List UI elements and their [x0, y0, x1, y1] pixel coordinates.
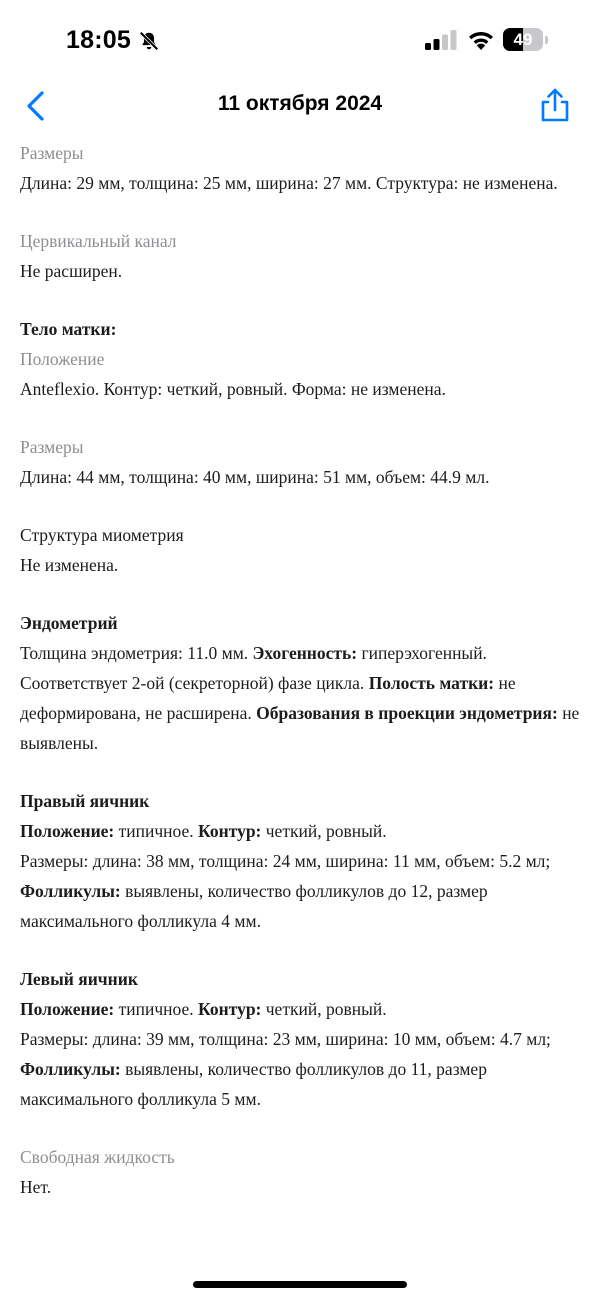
report-content [20, 138, 580, 1202]
myometrium-value: Не изменена. [20, 555, 119, 575]
page-title: 11 октября 2024 [217, 92, 383, 115]
battery-icon [503, 28, 549, 52]
right-ovary-contour-value: четкий, ровный. [265, 821, 387, 841]
status-time: 18:05 [66, 26, 131, 54]
left-ovary-heading: Левый яичник [20, 969, 138, 989]
endometrium-thickness: Толщина эндометрия: 11.0 мм. [20, 643, 249, 663]
cervix-sizes-label: Размеры [20, 143, 84, 163]
right-ovary-follicles-label: Фолликулы: [20, 881, 121, 901]
bell-slash-icon [138, 30, 160, 52]
left-ovary-contour-value: четкий, ровный. [265, 999, 387, 1019]
uterine-cavity-value: не деформирована, не расширена. [20, 673, 516, 723]
left-ovary-follicles-value: выявлены, количество фолликулов до 11, размер максимального фолликула 5 мм. [20, 1059, 487, 1109]
formations-label: Образования в проекции эндометрия: [256, 703, 558, 723]
right-ovary-heading: Правый яичник [20, 791, 150, 811]
endometrium-heading: Эндометрий [20, 613, 118, 633]
formations-value: не выявлены. [20, 703, 580, 753]
home-indicator[interactable] [193, 1281, 407, 1288]
free-fluid-label: Свободная жидкость [20, 1147, 175, 1167]
status-bar [0, 0, 600, 80]
cervical-canal-value: Не расширен. [20, 261, 123, 281]
left-ovary-details [20, 1024, 580, 1114]
share-icon[interactable] [540, 88, 570, 122]
right-ovary-position-value: типичное. [118, 821, 194, 841]
right-ovary-follicles-value: выявлены, количество фолликулов до 12, размер максимального фолликула 4 мм. [20, 881, 488, 931]
left-ovary-position-value: типичное. [118, 999, 194, 1019]
cervix-sizes-value: Длина: 29 мм, толщина: 25 мм, ширина: 27 мм. Структура: не изменена. [20, 173, 558, 193]
right-ovary-position-label: Положение: [20, 821, 115, 841]
navigation-bar [0, 80, 600, 134]
left-ovary-position-line [20, 994, 580, 1024]
echogenicity-label: Эхогенность: [252, 643, 358, 663]
cellular-signal-icon [425, 30, 457, 50]
left-ovary-contour-label: Контур: [198, 999, 262, 1019]
myometrium-label: Структура миометрия [20, 525, 184, 545]
uterus-sizes-value: Длина: 44 мм, толщина: 40 мм, ширина: 51 мм, объем: 44.9 мл. [20, 467, 490, 487]
left-ovary-sizes: Размеры: длина: 39 мм, толщина: 23 мм, ширина: 10 мм, объем: 4.7 мл; [20, 1029, 551, 1049]
uterus-position-label: Положение [20, 349, 105, 369]
battery-level: 49 [513, 30, 533, 49]
right-ovary-position-line [20, 816, 580, 846]
endometrium-text [20, 638, 580, 758]
right-ovary-contour-label: Контур: [198, 821, 262, 841]
uterus-heading: Тело матки: [20, 319, 117, 339]
echogenicity-value: гиперэхогенный. Соответствует 2-ой (секреторной) фазе цикла. [20, 643, 487, 693]
left-ovary-position-label: Положение: [20, 999, 115, 1019]
left-ovary-follicles-label: Фолликулы: [20, 1059, 121, 1079]
uterus-sizes-label: Размеры [20, 437, 84, 457]
right-ovary-sizes: Размеры: длина: 38 мм, толщина: 24 мм, ширина: 11 мм, объем: 5.2 мл; [20, 851, 551, 871]
cervical-canal-label: Цервикальный канал [20, 231, 177, 251]
uterine-cavity-label: Полость матки: [368, 673, 495, 693]
uterus-position-value: Anteflexio. Контур: четкий, ровный. Форма: не изменена. [20, 379, 446, 399]
free-fluid-value: Нет. [20, 1177, 52, 1197]
right-ovary-details [20, 846, 580, 936]
wifi-icon [467, 29, 495, 51]
